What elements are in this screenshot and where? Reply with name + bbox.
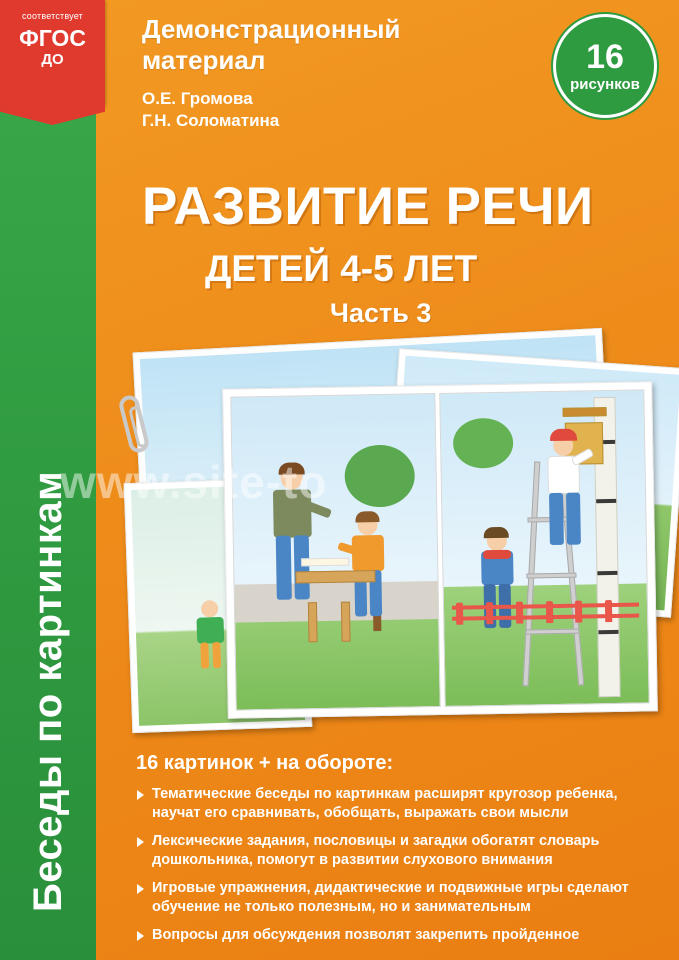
adult-leg-left [276,535,292,599]
workbench-leg-left [308,602,318,642]
child-hair [355,511,379,522]
author-name-2: Г.Н. Соломатина [142,111,280,130]
boy-cap [550,429,577,441]
birch-mark-4 [598,630,618,634]
birch-mark-3 [597,571,617,575]
watermark-text: www.site-to [60,456,328,508]
adult-leg-right [294,535,310,599]
picture-count-badge [553,14,657,118]
scene-workbench [230,393,440,711]
fgos-badge-small-text: соответствует [22,11,83,21]
tree-foliage [344,444,415,507]
fence-post [486,602,493,624]
fence-post [545,601,552,623]
book-title: РАЗВИТИЕ РЕЧИ [142,177,594,236]
book-subtitle: ДЕТЕЙ 4-5 ЛЕТ [205,248,478,289]
child2-scarf [483,550,511,559]
fgos-badge [0,0,105,108]
features-block [136,752,657,954]
list-item: Тематические беседы по картинкам расширят кругозор ребенка, научат его сравнивать, обобщать, выражать свои мысли [136,785,657,823]
figure-head [201,600,219,618]
scene-birdhouse [439,389,649,707]
garden-fence [452,599,639,624]
authors-block [142,88,279,132]
picture-count-word: рисунков [570,75,640,93]
adult-shirt [273,489,312,538]
features-heading: 16 картинок + на обороте: [136,752,394,774]
figure-body [197,617,225,644]
birch-mark-2 [596,499,616,503]
child2-hair [484,527,509,538]
figure-adult [265,465,327,606]
birdhouse-roof [563,407,607,417]
series-spine [0,0,96,960]
scene-path [235,581,439,622]
illustration-photo-stack [120,330,660,750]
figure-leg-left [201,643,210,669]
workbench-top [295,570,375,583]
fence-post [516,601,523,623]
fgos-badge-sub-text: ДО [41,51,64,68]
figure-child [345,513,393,618]
list-item: Игровые упражнения, дидактические и подвижные игры сделают обучение не только полезным, но и занимательным [136,879,657,917]
list-item: Вопросы для обсуждения позволят закрепить пройденное [136,926,657,945]
figure-leg-right [213,642,222,668]
fence-post [575,600,582,622]
ladder-step-3 [526,629,580,635]
fence-post [605,600,612,622]
demo-material-label [142,14,400,76]
wood-plank [301,558,349,567]
boy-leg-right [566,493,581,545]
boy-arm [571,448,595,467]
photo-card-front [222,381,658,718]
figure-boy-on-ladder [539,429,593,550]
fgos-badge-main-text: ФГОС [19,25,86,51]
series-title: Беседы по картинкам [25,470,70,912]
demo-material-line1: Демонстрационный [142,14,401,44]
demo-material-line2: материал [142,45,266,75]
ladder-step-2 [527,573,577,579]
photo-card-front-image [230,389,649,710]
picture-count-number: 16 [586,37,624,76]
boy-leg-left [549,493,564,545]
author-name-1: О.Е. Громова [142,89,253,108]
list-item: Лексические задания, пословицы и загадки обогатят словарь дошкольника, помогут в развитии слухового внимания [136,832,657,870]
fence-post [456,603,463,625]
book-part-label: Часть 3 [330,298,432,328]
features-list [136,785,657,945]
workbench-leg-right [340,601,350,641]
